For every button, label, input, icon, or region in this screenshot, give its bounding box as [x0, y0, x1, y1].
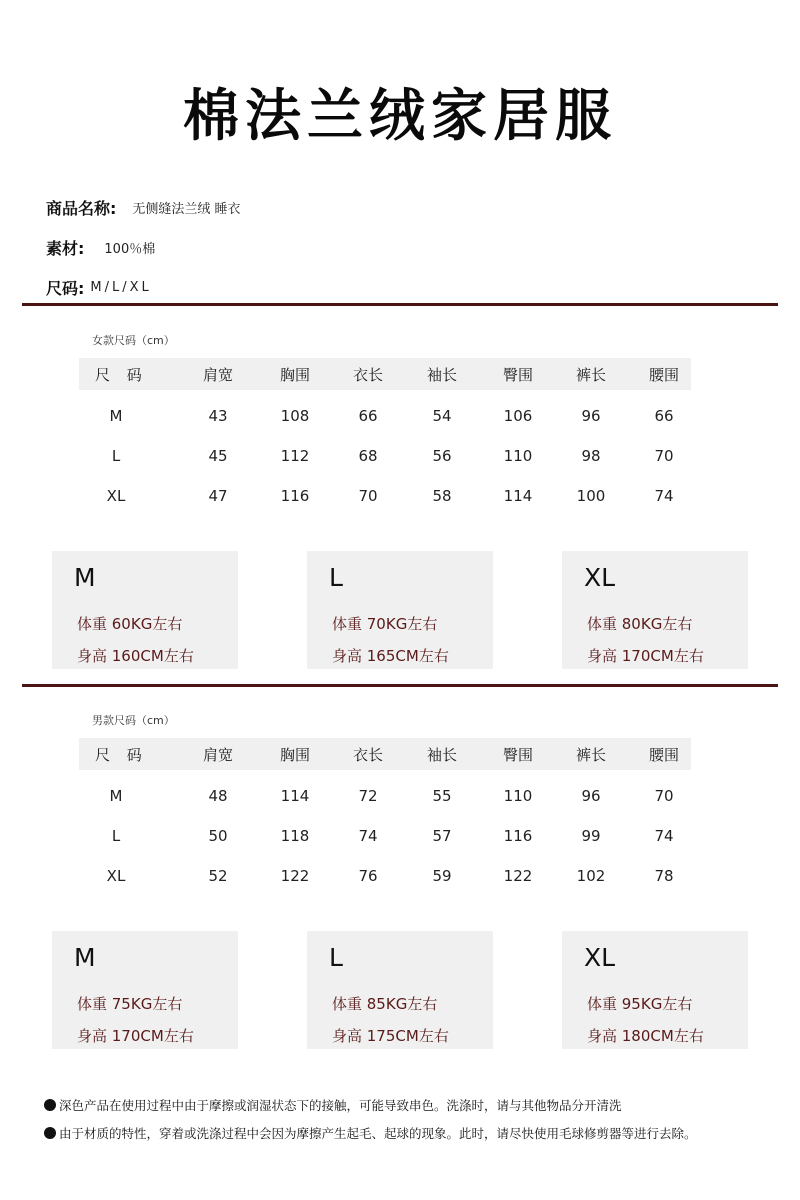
table-cell: 48	[208, 787, 228, 805]
material-row	[46, 236, 155, 259]
table-cell: 122	[280, 867, 310, 885]
page-title: 棉法兰绒家居服	[183, 84, 617, 149]
product-name-value: 无侧缝法兰绒 睡衣	[132, 202, 241, 217]
table-cell: 70	[654, 447, 674, 465]
women-size-card-m	[52, 551, 238, 669]
table-cell: 100	[576, 487, 606, 505]
women-size-card-l	[307, 551, 493, 669]
table-cell: 68	[358, 447, 378, 465]
table-cell: 116	[280, 487, 310, 505]
header-shoulder: 肩宽	[202, 365, 233, 384]
table-row	[79, 476, 691, 516]
men-size-card-l	[307, 931, 493, 1049]
card-height: 身高 170CM左右	[77, 1027, 194, 1045]
men-size-card-xl	[562, 931, 748, 1049]
table-cell: L	[111, 827, 121, 845]
card-height: 身高 180CM左右	[587, 1027, 704, 1045]
header-hip: 臀围	[502, 365, 533, 384]
table-cell: 112	[280, 447, 310, 465]
table-header	[79, 358, 691, 390]
card-weight: 体重 60KG左右	[77, 615, 183, 633]
men-size-table	[79, 738, 691, 896]
table-cell: 102	[576, 867, 606, 885]
card-size: L	[329, 563, 343, 592]
table-cell: 99	[581, 827, 601, 845]
table-cell: 52	[208, 867, 228, 885]
table-cell: 54	[432, 407, 452, 425]
table-cell: 96	[581, 787, 601, 805]
table-cell: M	[109, 407, 123, 425]
card-height: 身高 165CM左右	[332, 647, 449, 665]
bullet-icon	[44, 1099, 56, 1111]
table-cell: 118	[280, 827, 310, 845]
table-cell: XL	[106, 487, 126, 505]
women-size-table	[79, 358, 691, 516]
table-cell: 55	[432, 787, 452, 805]
table-cell: 66	[654, 407, 674, 425]
product-name-label: 商品名称:	[46, 199, 117, 218]
table-cell: 50	[208, 827, 228, 845]
women-size-label: 女款尺码（cm）	[92, 334, 175, 347]
card-height: 身高 160CM左右	[77, 647, 194, 665]
care-note	[44, 1124, 697, 1142]
header-waist: 腰围	[648, 745, 679, 764]
care-note-text: 深色产品在使用过程中由于摩擦或润湿状态下的接触，可能导致串色。洗涤时，请与其他物品分开清洗	[59, 1098, 622, 1113]
card-size: XL	[584, 563, 616, 592]
header-hip: 臀围	[502, 745, 533, 764]
table-cell: XL	[106, 867, 126, 885]
header-waist: 腰围	[648, 365, 679, 384]
table-cell: 96	[581, 407, 601, 425]
header-size: 尺 码	[95, 745, 148, 764]
table-cell: M	[109, 787, 123, 805]
table-cell: 110	[503, 447, 533, 465]
size-label: 尺码:	[46, 279, 85, 298]
section-divider	[22, 303, 778, 306]
table-cell: 58	[432, 487, 452, 505]
card-weight: 体重 95KG左右	[587, 995, 693, 1013]
card-weight: 体重 80KG左右	[587, 615, 693, 633]
size-value: M/L/XL	[90, 280, 152, 295]
table-cell: 108	[280, 407, 310, 425]
table-cell: 114	[503, 487, 533, 505]
table-header	[79, 738, 691, 770]
header-shoulder: 肩宽	[202, 745, 233, 764]
table-cell: 43	[208, 407, 228, 425]
table-cell: 78	[654, 867, 674, 885]
table-cell: L	[111, 447, 121, 465]
header-chest: 胸围	[279, 365, 310, 384]
table-cell: 116	[503, 827, 533, 845]
material-value: 100％棉	[104, 242, 156, 257]
header-length: 衣长	[352, 365, 383, 384]
header-sleeve: 袖长	[426, 365, 457, 384]
card-size: L	[329, 943, 343, 972]
table-cell: 114	[280, 787, 310, 805]
care-note-text: 由于材质的特性，穿着或洗涤过程中会因为摩擦产生起毛、起球的现象。此时，请尽快使用毛球修剪器等进行去除。	[59, 1126, 697, 1141]
material-label: 素材:	[46, 239, 85, 258]
table-row	[79, 396, 691, 436]
table-cell: 72	[358, 787, 378, 805]
card-size: XL	[584, 943, 616, 972]
women-size-card-xl	[562, 551, 748, 669]
table-cell: 110	[503, 787, 533, 805]
men-size-label: 男款尺码（cm）	[92, 714, 175, 727]
table-cell: 70	[358, 487, 378, 505]
card-weight: 体重 75KG左右	[77, 995, 183, 1013]
table-cell: 56	[432, 447, 452, 465]
product-name-row	[46, 196, 241, 219]
table-cell: 45	[208, 447, 228, 465]
card-height: 身高 170CM左右	[587, 647, 704, 665]
table-cell: 76	[358, 867, 378, 885]
header-pants-length: 裤长	[575, 365, 606, 384]
table-cell: 70	[654, 787, 674, 805]
table-cell: 74	[654, 487, 674, 505]
header-sleeve: 袖长	[426, 745, 457, 764]
bullet-icon	[44, 1127, 56, 1139]
table-cell: 74	[654, 827, 674, 845]
card-height: 身高 175CM左右	[332, 1027, 449, 1045]
table-cell: 106	[503, 407, 533, 425]
table-cell: 66	[358, 407, 378, 425]
card-size: M	[74, 563, 96, 592]
table-row	[79, 816, 691, 856]
header-size: 尺 码	[95, 365, 148, 384]
card-size: M	[74, 943, 96, 972]
header-chest: 胸围	[279, 745, 310, 764]
table-row	[79, 856, 691, 896]
table-row	[79, 776, 691, 816]
section-divider	[22, 684, 778, 687]
size-row	[46, 276, 152, 299]
table-row	[79, 436, 691, 476]
table-cell: 47	[208, 487, 228, 505]
table-cell: 98	[581, 447, 601, 465]
header-pants-length: 裤长	[575, 745, 606, 764]
men-size-card-m	[52, 931, 238, 1049]
card-weight: 体重 85KG左右	[332, 995, 438, 1013]
table-cell: 57	[432, 827, 452, 845]
header-length: 衣长	[352, 745, 383, 764]
table-cell: 59	[432, 867, 452, 885]
card-weight: 体重 70KG左右	[332, 615, 438, 633]
care-note	[44, 1096, 622, 1114]
table-cell: 122	[503, 867, 533, 885]
table-cell: 74	[358, 827, 378, 845]
